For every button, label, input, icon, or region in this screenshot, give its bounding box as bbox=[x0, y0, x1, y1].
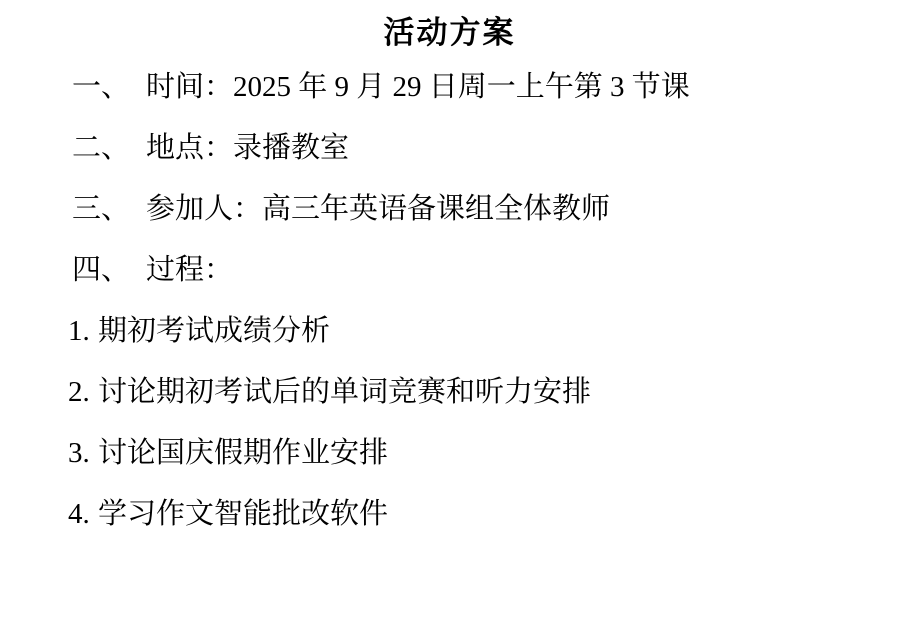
step-marker: 3. bbox=[68, 437, 90, 470]
step-marker: 4. bbox=[68, 498, 90, 531]
step-item-4 bbox=[40, 500, 859, 529]
step-marker: 2. bbox=[68, 376, 90, 409]
step-item-3 bbox=[40, 439, 859, 468]
step-item-2 bbox=[40, 378, 859, 407]
step-text: 讨论国庆假期作业安排 bbox=[98, 437, 389, 470]
section-marker: 二、 bbox=[72, 132, 131, 165]
section-item-location bbox=[40, 134, 859, 163]
section-item-process bbox=[40, 256, 859, 285]
section-item-time bbox=[40, 73, 859, 102]
section-marker: 一、 bbox=[72, 71, 131, 104]
step-text: 期初考试成绩分析 bbox=[98, 315, 331, 348]
step-item-1 bbox=[40, 317, 859, 346]
section-text: 参加人：高三年英语备课组全体教师 bbox=[146, 193, 611, 226]
page-title: 活动方案 bbox=[383, 15, 516, 50]
section-text: 过程： bbox=[146, 254, 234, 287]
section-marker: 三、 bbox=[72, 193, 131, 226]
section-marker: 四、 bbox=[72, 254, 131, 287]
step-text: 学习作文智能批改软件 bbox=[98, 498, 389, 531]
step-text: 讨论期初考试后的单词竞赛和听力安排 bbox=[98, 376, 592, 409]
section-text: 时间：2025 年 9 月 29 日周一上午第 3 节课 bbox=[146, 71, 690, 104]
step-marker: 1. bbox=[68, 315, 90, 348]
section-text: 地点：录播教室 bbox=[146, 132, 350, 165]
section-item-participants bbox=[40, 195, 859, 224]
